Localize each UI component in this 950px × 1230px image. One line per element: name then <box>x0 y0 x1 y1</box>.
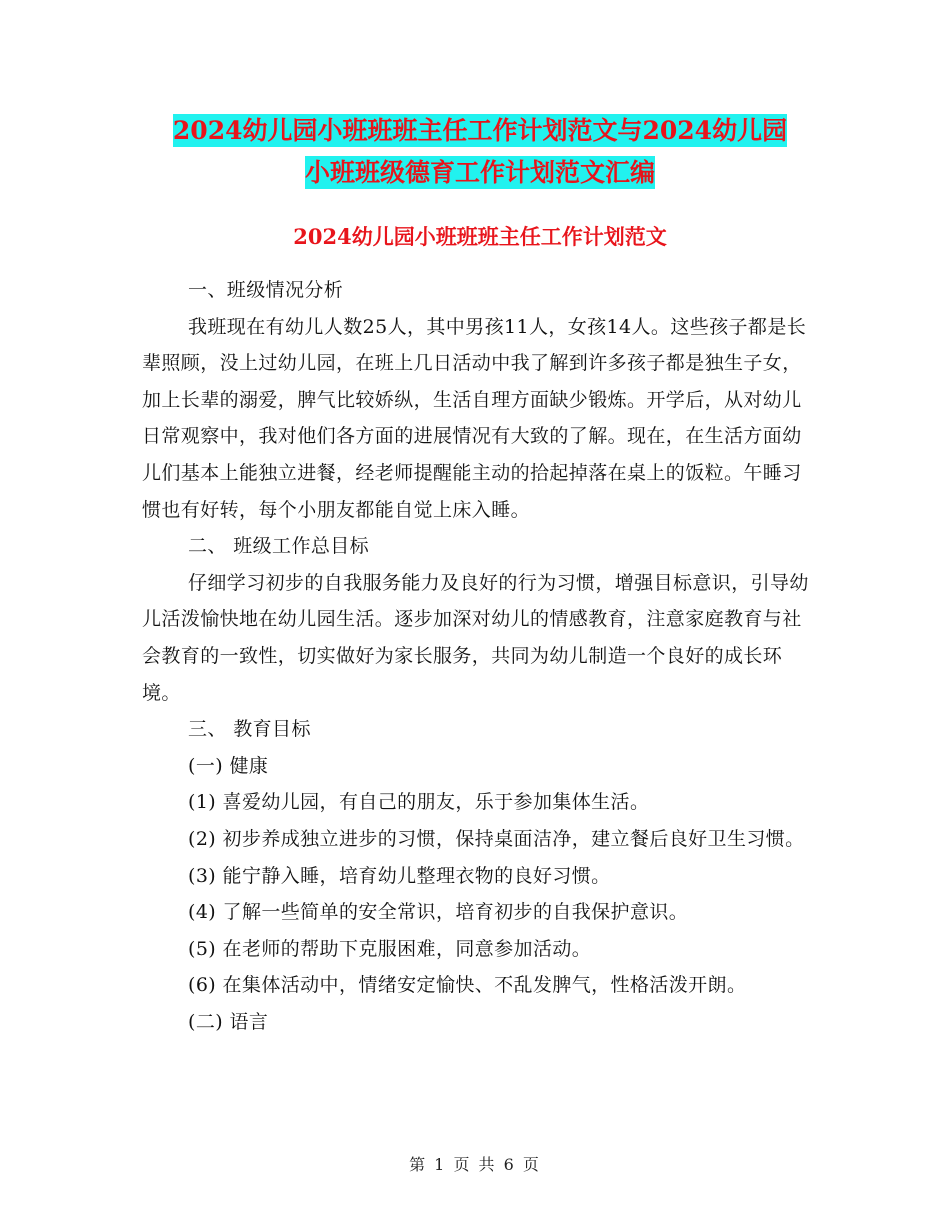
list-item: (1) 喜爱幼儿园，有自己的朋友，乐于参加集体生活。 <box>188 791 650 814</box>
subheading-health: (一) 健康 <box>188 754 269 777</box>
list-item: (6) 在集体活动中，情绪安定愉快、不乱发脾气，性格活泼开朗。 <box>188 974 747 997</box>
document-body <box>142 272 812 1040</box>
section-title: 2024幼儿园小班班班主任工作计划范文 <box>293 224 667 249</box>
main-title <box>140 110 820 194</box>
list-item: (2) 初步养成独立进步的习惯，保持桌面洁净，建立餐后良好卫生习惯。 <box>188 827 805 850</box>
list-item: (4) 了解一些简单的安全常识，培育初步的自我保护意识。 <box>188 901 689 924</box>
heading-class-analysis: 一、班级情况分析 <box>188 279 344 301</box>
main-title-line-1: 2024幼儿园小班班班主任工作计划范文与2024幼儿园 <box>172 116 788 145</box>
heading-overall-goal: 二、 班级工作总目标 <box>188 535 370 558</box>
page-footer: 第 1 页 共 6 页 <box>409 1155 541 1174</box>
paragraph-class-analysis: 我班现在有幼儿人数25人，其中男孩11人，女孩14人。这些孩子都是长辈照顾，没上过幼儿园，在班上几日活动中我了解到许多孩子都是独生子女，加上长辈的溺爱，脾气比较娇纵，生活自理方面缺少锻炼。开学后，从对幼儿日常观察中，我对他们各方面的进展情况有大致的了解。现在，在生活方面幼儿们基本上能独立进餐，经老师提醒能主动的拾起掉落在桌上的饭粒。午睡习惯也有好转，每个小朋友都能自觉上床入睡。 <box>142 315 807 521</box>
subheading-language: (二) 语言 <box>188 1010 269 1033</box>
list-item: (3) 能宁静入睡，培育幼儿整理衣物的良好习惯。 <box>188 864 611 887</box>
heading-education-goals: 三、 教育目标 <box>188 718 311 741</box>
main-title-line-2: 小班班级德育工作计划范文汇编 <box>304 158 655 187</box>
paragraph-overall-goal: 仔细学习初步的自我服务能力及良好的行为习惯，增强目标意识，引导幼儿活泼愉快地在幼儿园生活。逐步加深对幼儿的情感教育，注意家庭教育与社会教育的一致性，切实做好为家长服务，共同为幼儿制造一个良好的成长环境。 <box>142 571 809 704</box>
list-item: (5) 在老师的帮助下克服困难，同意参加活动。 <box>188 937 592 960</box>
